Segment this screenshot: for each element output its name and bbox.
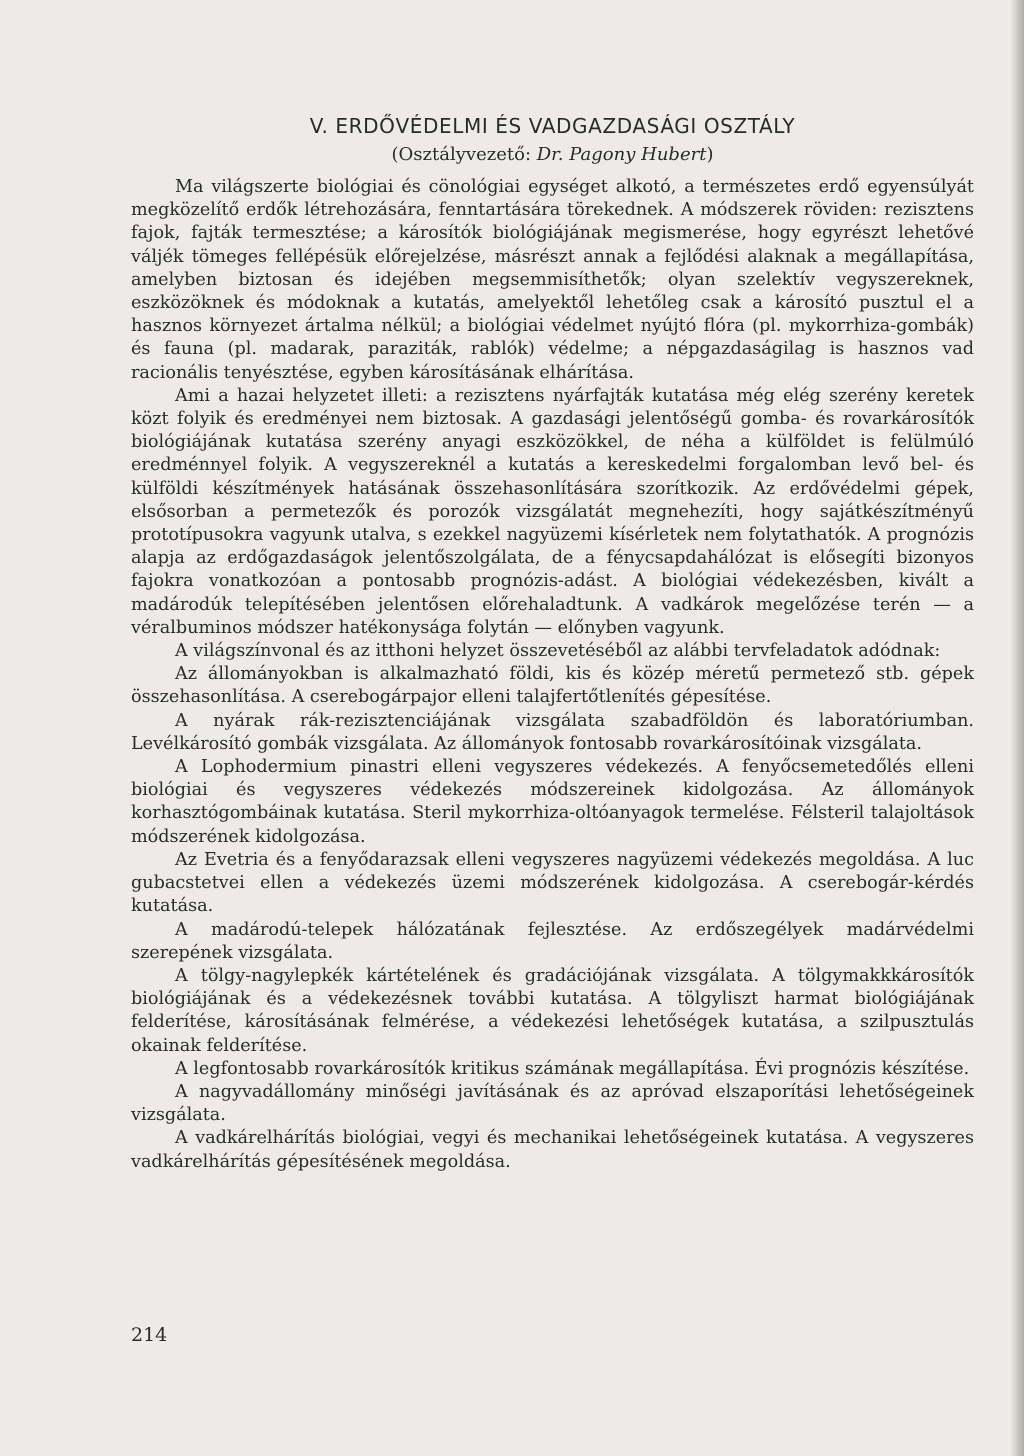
paragraph: A világszínvonal és az itthoni helyzet összevetéséből az alábbi tervfeladatok adódnak: xyxy=(175,641,941,662)
paragraph: A tölgy-nagylepkék kártételének és gradációjának vizsgálata. A tölgymakkkárosítók biológiájának és a védekezésnek további kutatása. A tölgyliszt harmat biológiájának felderítése, károsításának felmérése, a védekezési lehetőségek kutatása, a szilpusztulás okainak felderítése. xyxy=(131,965,974,1056)
section-head-name: Dr. Pagony Hubert xyxy=(536,144,707,165)
paragraph: A Lophodermium pinastri elleni vegyszeres védekezés. A fenyőcsemetedőlés elleni biológiai és vegyszeres védekezés módszereinek kidolgozása. Az állományok korhasztógombáinak kutatása. Steril mykorrhiza-oltóanyagok termelése. Félsteril talajoltások módszerének kidolgozása. xyxy=(131,757,974,847)
paragraph: Ami a hazai helyzetet illeti: a rezisztens nyárfajták kutatása még elég szerény keretek közt folyik és eredményei nem biztosak. A gazdasági jelentőségű gomba- és rovarkárosítók biológiájának kutatása szerény anyagi eszközökkel, de néha a külföldet is felülmúló eredménnyel folyik. A vegyszereknél a kutatás a kereskedelmi forgalomban levő bel- és külföldi készítmények hatásának összehasonlítására szorítkozik. Az erdővédelmi gépek, elsősorban a permetezők és porozók vizsgálatát megnehezíti, hogy sajátkészítményű prototípusokra vagyunk utalva, s ezekkel nagyüzemi kísérletek nem folytathatók. A prognózis alapja az erdőgazdaságok jelentőszolgálata, de a fénycsapdahálózat is elősegíti bizonyos fajokra vonatkozóan a pontosabb prognózis-adást. A biológiai védekezésben, kivált a madárodúk telepítésében jelentősen előrehaladtunk. A vadkárok megelőzése terén — a véralbuminos módszer hatékonysága folytán — előnyben vagyunk. xyxy=(131,385,974,638)
section-head-line xyxy=(131,142,974,168)
paragraph: A nyárak rák-rezisztenciájának vizsgálata szabadföldön és laboratóriumban. Levélkárosító gombák vizsgálata. Az állományok fontosabb rovarkárosítóinak vizsgálata. xyxy=(131,710,974,754)
section-title: V. ERDŐVÉDELMI ÉS VADGAZDASÁGI OSZTÁLY xyxy=(309,114,796,138)
page-number: 214 xyxy=(131,1324,168,1346)
section-head-suffix: ) xyxy=(706,144,714,165)
paragraph: A madárodú-telepek hálózatának fejlesztése. Az erdőszegélyek madárvédelmi szerepének vizsgálata. xyxy=(131,919,974,963)
paragraph: A nagyvadállomány minőségi javításának és az apróvad elszaporítási lehetőségeinek vizsgálata. xyxy=(131,1081,974,1126)
body-text xyxy=(131,176,974,1174)
section-head-prefix: (Osztályvezető: xyxy=(391,144,537,165)
paragraph: A vadkárelhárítás biológiai, vegyi és mechanikai lehetőségeinek kutatása. A vegyszeres vadkárelhárítás gépesítésének megoldása. xyxy=(131,1128,974,1172)
paragraph: Az állományokban is alkalmazható földi, kis és közép méretű permetező stb. gépek összehasonlítása. A cserebogárpajor elleni talajfertőtlenítés gépesítése. xyxy=(131,664,974,708)
paragraph: Az Evetria és a fenyődarazsak elleni vegyszeres nagyüzemi védekezés megoldása. A luc gubacstetvei ellen a védekezés üzemi módszerének kidolgozása. A cserebogár-kérdés kutatása. xyxy=(131,849,974,917)
paragraph: Ma világszerte biológiai és cönológiai egységet alkotó, a természetes erdő egyensúlyát megközelítő erdők létrehozására, fenntartására törekednek. A módszerek röviden: rezisztens fajok, fajták termesztése; a károsítók biológiájának megismerése, hogy egyrészt lehetővé váljék tömeges fellépésük előrejelzése, másrészt annak a fejlődési alaknak a megállapítása, amelyben biztosan és idejében megsemmisíthetők; olyan szelektív vegyszereknek, eszközöknek és módoknak a kutatás, amelyektől lehetőleg csak a károsító pusztul el a hasznos környezet ártalma nélkül; a biológiai védelmet nyújtó flóra (pl. mykorrhiza-gombák) és fauna (pl. madarak, paraziták, rablók) védelme; a népgazdaságilag is hasznos vad racionális tenyésztése, egyben károsításának elhárítása. xyxy=(131,177,974,383)
page-edge-shadow xyxy=(1010,0,1024,1456)
page-content xyxy=(131,112,974,1174)
paragraph: A legfontosabb rovarkárosítók kritikus számának megállapítása. Évi prognózis készítése. xyxy=(175,1058,970,1079)
